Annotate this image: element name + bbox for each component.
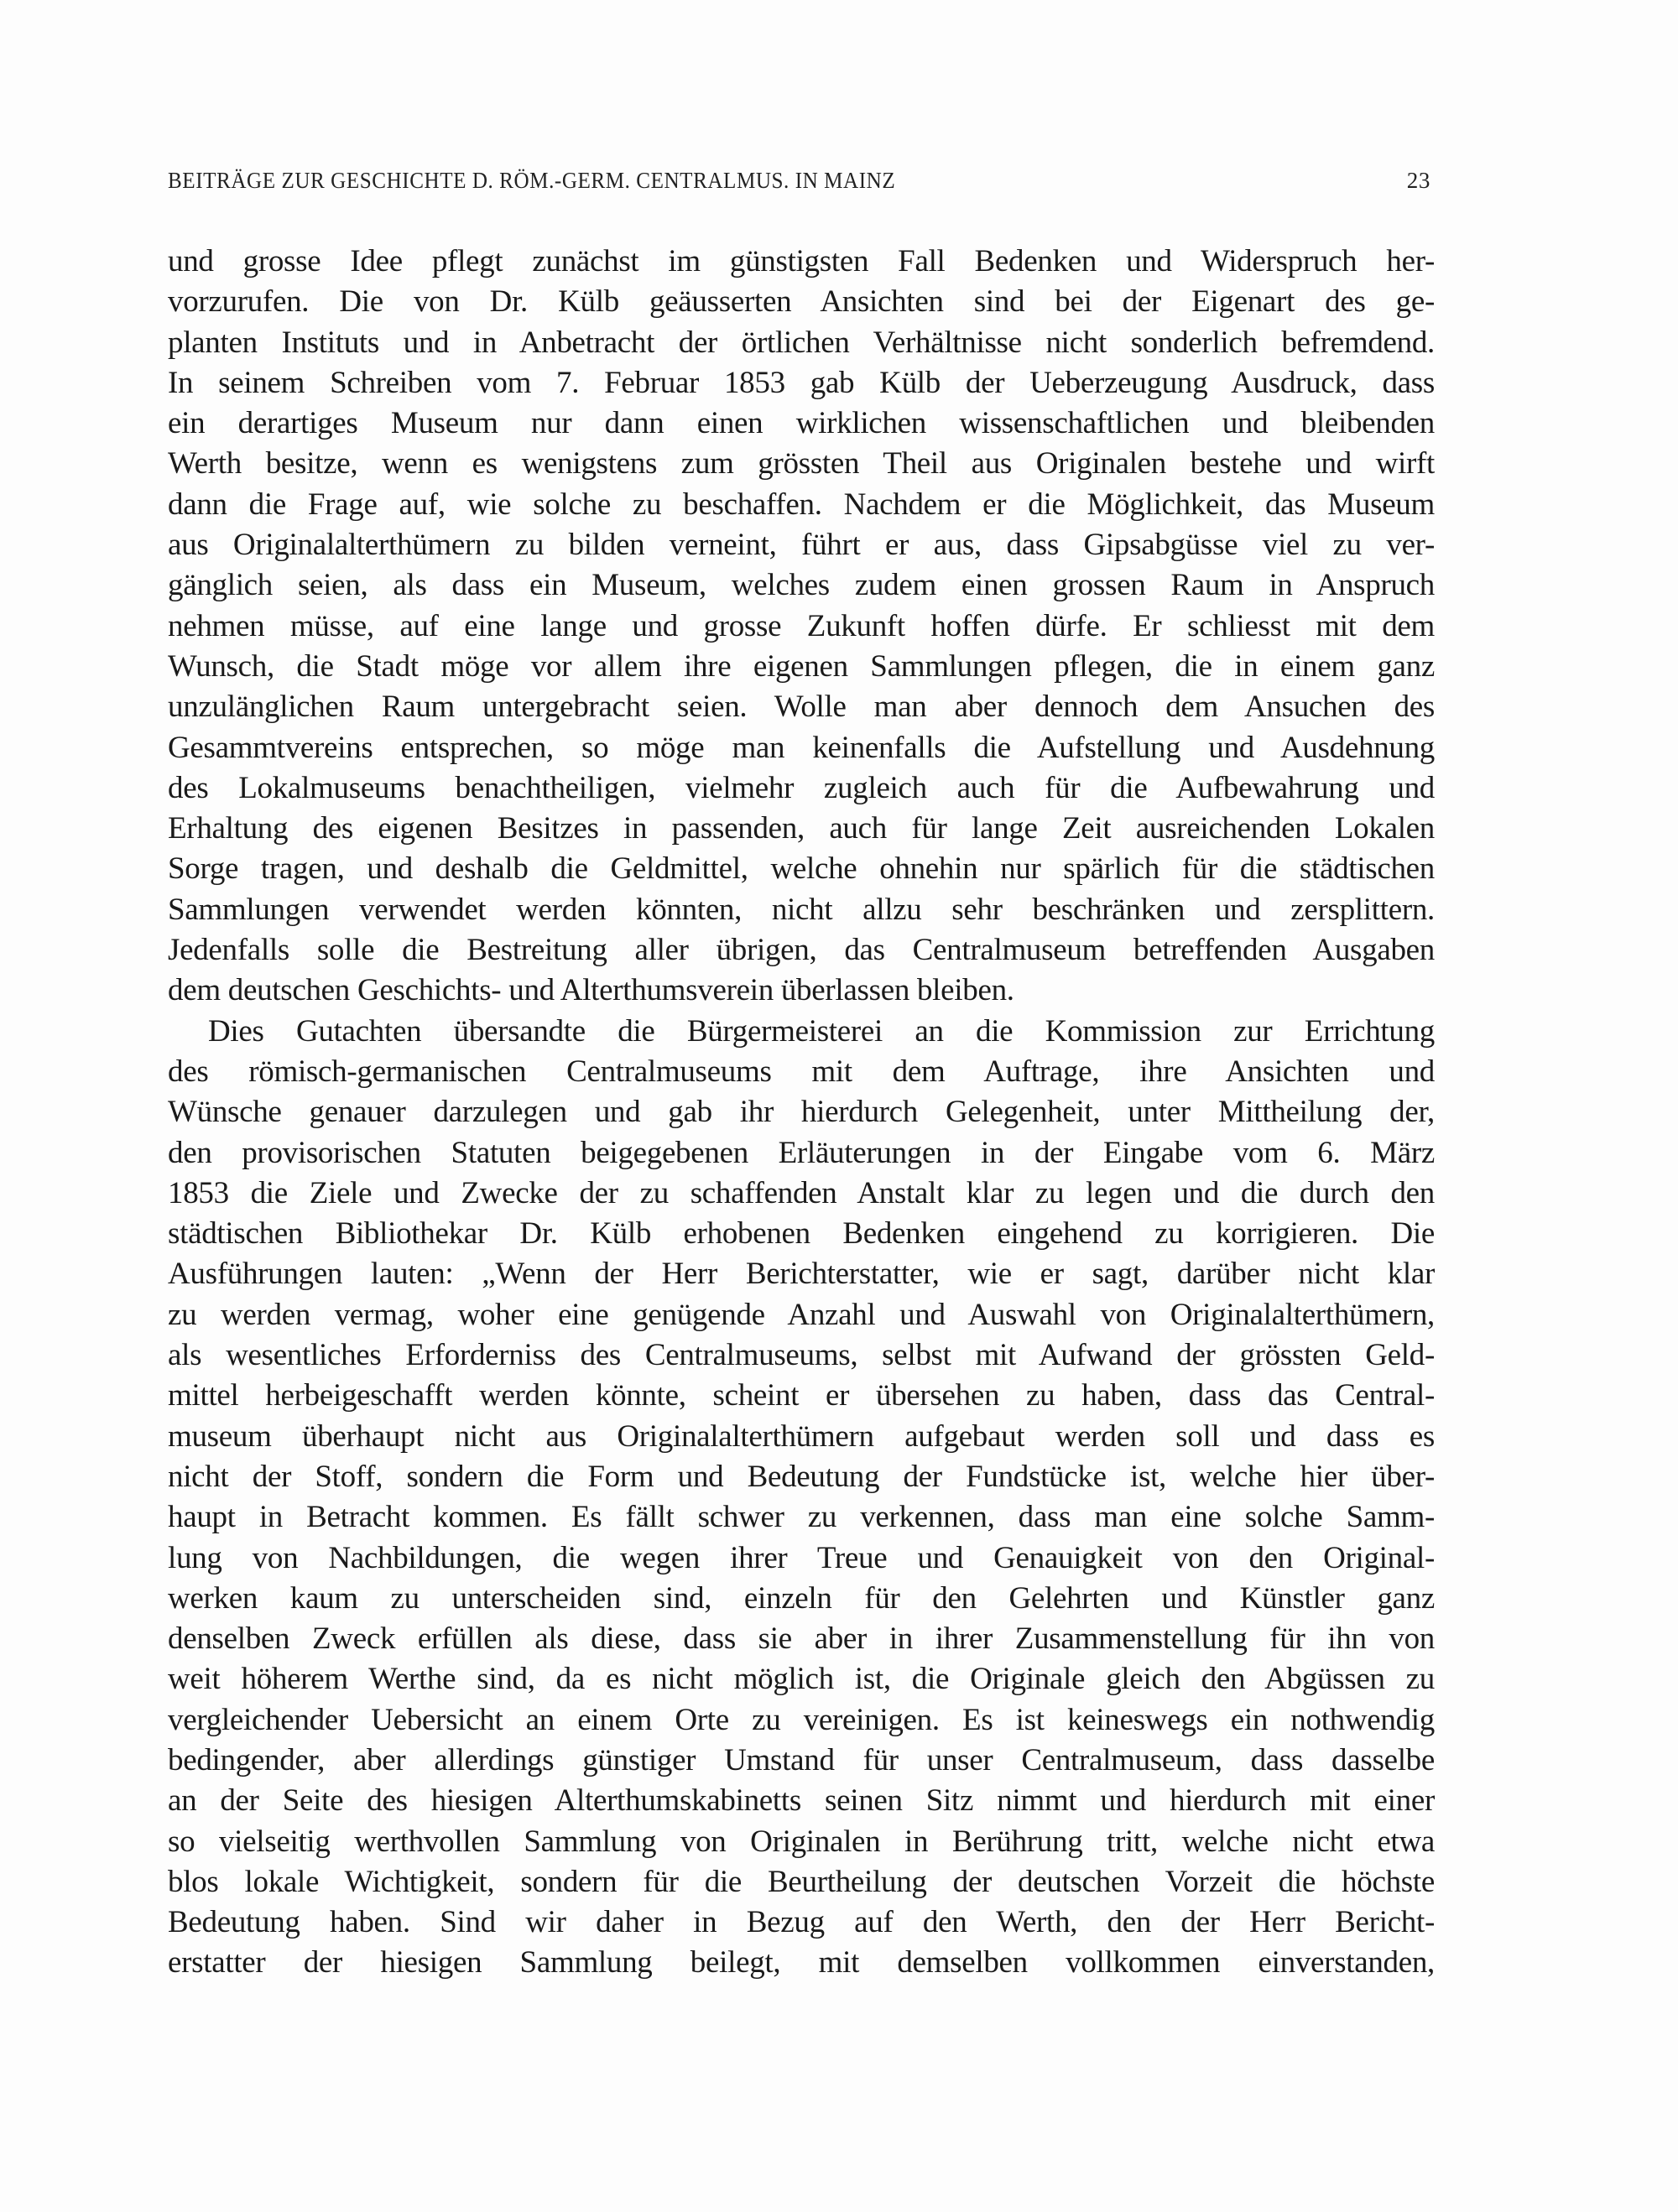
text-line: mittel herbeigeschafft werden könnte, scheint er übersehen zu haben, dass das Central- xyxy=(168,1378,1435,1413)
text-line: dann die Frage auf, wie solche zu beschaffen. Nachdem er die Möglichkeit, das Museum xyxy=(168,487,1435,522)
text-line: gänglich seien, als dass ein Museum, welches zudem einen grossen Raum in Anspruch xyxy=(168,568,1435,603)
text-line: an der Seite des hiesigen Alterthumskabinetts seinen Sitz nimmt und hierdurch mit einer xyxy=(168,1783,1435,1819)
text-line: bedingender, aber allerdings günstiger Umstand für unser Centralmuseum, dass dasselbe xyxy=(168,1742,1435,1777)
running-header xyxy=(168,168,1430,201)
text-line: planten Instituts und in Anbetracht der örtlichen Verhältnisse nicht sonderlich befremdend. xyxy=(168,325,1435,360)
text-line: ein derartiges Museum nur dann einen wirklichen wissenschaftlichen und bleibenden xyxy=(168,406,1435,441)
text-line: unzulänglichen Raum untergebracht seien. Wolle man aber dennoch dem Ansuchen des xyxy=(168,690,1435,725)
text-line: aus Originalalterthümern zu bilden verneint, führt er aus, dass Gipsabgüsse viel zu ver- xyxy=(168,528,1435,563)
text-line: Ausführungen lauten: „Wenn der Herr Berichterstatter, wie er sagt, darüber nicht klar xyxy=(168,1257,1435,1292)
paragraph xyxy=(168,242,1435,1012)
text-line: nehmen müsse, auf eine lange und grosse Zukunft hoffen dürfe. Er schliesst mit dem xyxy=(168,608,1435,643)
text-line: Werth besitze, wenn es wenigstens zum grössten Theil aus Originalen bestehe und wirft xyxy=(168,446,1435,481)
text-line: als wesentliches Erforderniss des Centralmuseums, selbst mit Aufwand der grössten Geld- xyxy=(168,1338,1435,1373)
text-line: dem deutschen Geschichts- und Alterthumsverein überlassen bleiben. xyxy=(168,973,1014,1008)
text-line: erstatter der hiesigen Sammlung beilegt, mit demselben vollkommen einverstanden, xyxy=(168,1945,1435,1980)
text-line: vorzurufen. Die von Dr. Külb geäusserten Ansichten sind bei der Eigenart des ge- xyxy=(168,284,1435,320)
paragraph xyxy=(168,1012,1435,1984)
text-line: den provisorischen Statuten beigegebenen Erläuterungen in der Eingabe vom 6. März xyxy=(168,1135,1435,1170)
text-line: 1853 die Ziele und Zwecke der zu schaffenden Anstalt klar zu legen und die durch den xyxy=(168,1175,1435,1210)
text-line: und grosse Idee pflegt zunächst im günstigsten Fall Bedenken und Widerspruch her- xyxy=(168,244,1435,278)
page-number: 23 xyxy=(1406,168,1430,193)
text-line: werken kaum zu unterscheiden sind, einzeln für den Gelehrten und Künstler ganz xyxy=(168,1580,1435,1616)
text-line: des Lokalmuseums benachtheiligen, vielmehr zugleich auch für die Aufbewahrung und xyxy=(168,770,1435,805)
text-line: lung von Nachbildungen, die wegen ihrer Treue und Genauigkeit von den Original- xyxy=(168,1540,1435,1575)
text-line: denselben Zweck erfüllen als diese, dass sie aber in ihrer Zusammenstellung für ihn von xyxy=(168,1621,1435,1657)
running-title: BEITRÄGE ZUR GESCHICHTE D. RÖM.-GERM. CENTRALMUS. IN MAINZ xyxy=(168,168,896,193)
text-line: städtischen Bibliothekar Dr. Külb erhobenen Bedenken eingehend zu korrigieren. Die xyxy=(168,1216,1435,1252)
text-line: so vielseitig werthvollen Sammlung von Originalen in Berührung tritt, welche nicht etwa xyxy=(168,1824,1435,1859)
text-line: des römisch-germanischen Centralmuseums mit dem Auftrage, ihre Ansichten und xyxy=(168,1054,1435,1089)
text-line: Sammlungen verwendet werden könnten, nicht allzu sehr beschränken und zersplittern. xyxy=(168,892,1435,927)
text-line: Sorge tragen, und deshalb die Geldmittel, welche ohnehin nur spärlich für die städtischen xyxy=(168,851,1435,887)
text-line: blos lokale Wichtigkeit, sondern für die Beurtheilung der deutschen Vorzeit die höchste xyxy=(168,1864,1435,1899)
text-line: Gesammtvereins entsprechen, so möge man keinenfalls die Aufstellung und Ausdehnung xyxy=(168,730,1435,765)
text-line: Wunsch, die Stadt möge vor allem ihre eigenen Sammlungen pflegen, die in einem ganz xyxy=(168,648,1435,684)
body-text xyxy=(168,242,1435,1984)
text-line: zu werden vermag, woher eine genügende Anzahl und Auswahl von Originalalterthümern, xyxy=(168,1297,1435,1332)
text-line: weit höherem Werthe sind, da es nicht möglich ist, die Originale gleich den Abgüssen zu xyxy=(168,1662,1435,1697)
text-line: In seinem Schreiben vom 7. Februar 1853 gab Külb der Ueberzeugung Ausdruck, dass xyxy=(168,365,1435,400)
text-line: haupt in Betracht kommen. Es fällt schwer zu verkennen, dass man eine solche Samm- xyxy=(168,1500,1435,1535)
text-line: Bedeutung haben. Sind wir daher in Bezug auf den Werth, den der Herr Bericht- xyxy=(168,1905,1435,1940)
text-line: Dies Gutachten übersandte die Bürgermeisterei an die Kommission zur Errichtung xyxy=(208,1013,1435,1049)
text-line: Erhaltung des eigenen Besitzes in passenden, auch für lange Zeit ausreichenden Lokalen xyxy=(168,811,1435,846)
text-line: vergleichender Uebersicht an einem Orte zu vereinigen. Es ist keineswegs ein nothwendig xyxy=(168,1702,1435,1737)
text-line: museum überhaupt nicht aus Originalalterthümern aufgebaut werden soll und dass es xyxy=(168,1418,1435,1454)
text-line: nicht der Stoff, sondern die Form und Bedeutung der Fundstücke ist, welche hier über- xyxy=(168,1459,1435,1494)
text-line: Jedenfalls solle die Bestreitung aller übrigen, das Centralmuseum betreffenden Ausgaben xyxy=(168,933,1435,968)
text-line: Wünsche genauer darzulegen und gab ihr hierdurch Gelegenheit, unter Mittheilung der, xyxy=(168,1095,1435,1130)
